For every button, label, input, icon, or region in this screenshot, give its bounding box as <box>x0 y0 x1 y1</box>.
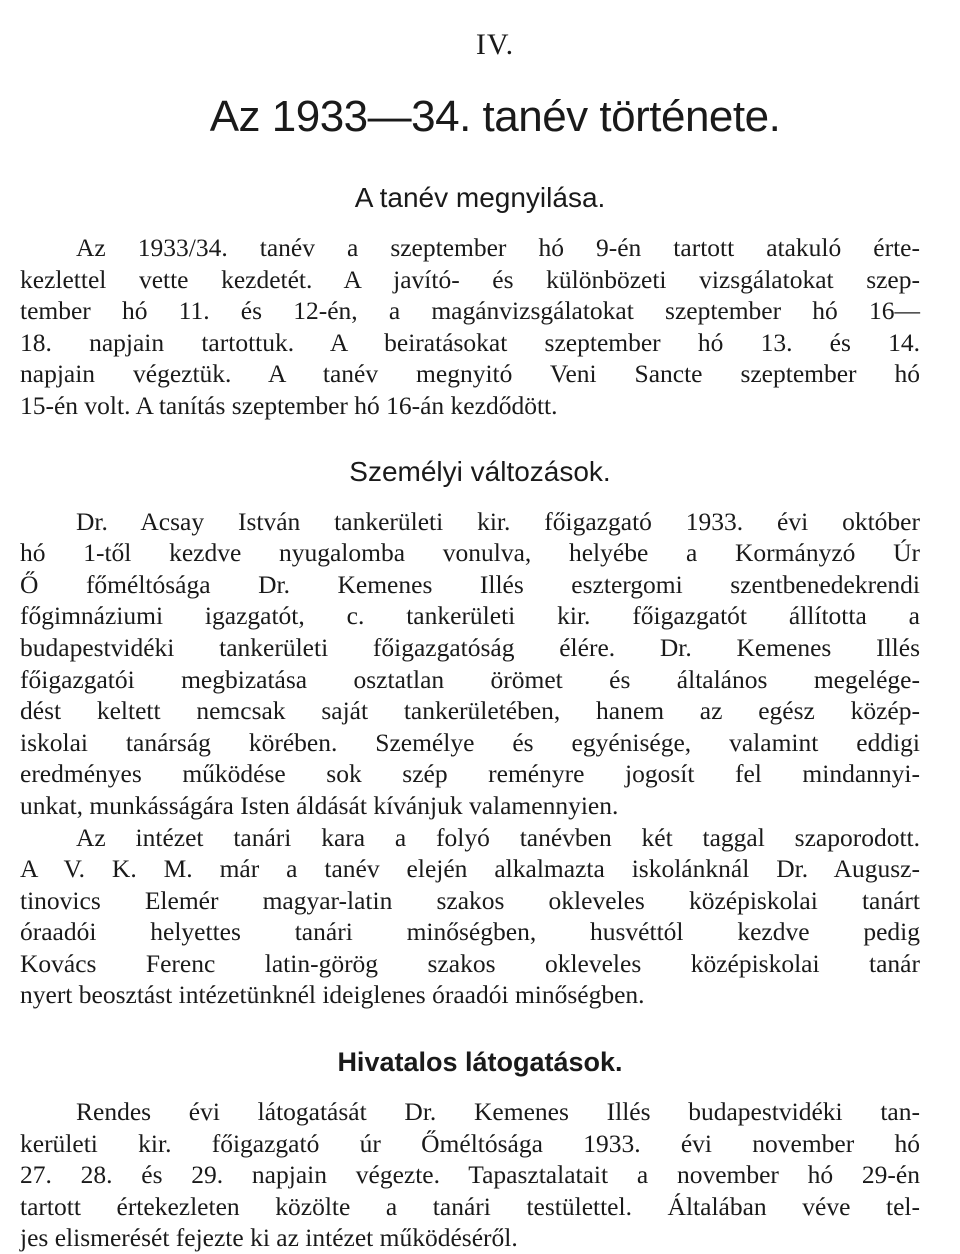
text-line: Kovács Ferenc latin-görög szakos okleveles középiskolai tanár <box>20 948 920 978</box>
text-line: budapestvidéki tankerületi főigazgatóság élére. Dr. Kemenes Illés <box>20 632 920 662</box>
text-line: iskolai tanárság körében. Személye és egyénisége, valamint eddigi <box>20 727 920 757</box>
text-line: 27. 28. és 29. napjain végezte. Tapasztalatait a november hó 29-én <box>20 1160 920 1190</box>
text-line: tartott értekezleten közölte a tanári testülettel. Általában véve tel- <box>20 1191 920 1221</box>
section-heading-visits: Hivatalos látogatások. <box>337 1047 623 1078</box>
text-line: A V. K. M. már a tanév elején alkalmazta iskolánknál Dr. Augusz- <box>20 854 920 884</box>
text-line: Az 1933/34. tanév a szeptember hó 9-én tartott atakuló érte- <box>76 233 920 262</box>
text-line: 18. napjain tartottuk. A beiratásokat szeptember hó 13. és 14. <box>20 327 920 357</box>
text-line: eredményes működése sok szép reményre jogosít fel mindannyi- <box>20 759 920 789</box>
text-line: Rendes évi látogatását Dr. Kemenes Illés budapestvidéki tan- <box>76 1097 920 1127</box>
section-heading-opening: A tanév megnyilása. <box>354 182 606 213</box>
text-line: óraadói helyettes tanári minőségben, husvéttól kezdve pedig <box>20 917 920 947</box>
text-line: nyert beosztást intézetünknél ideiglenes óraadói minőségben. <box>20 980 645 1010</box>
text-line: tember hó 11. és 12-én, a magánvizsgálatokat szeptember hó 16— <box>20 296 920 326</box>
text-line: unkat, munkásságára Isten áldását kívánjuk valamennyien. <box>20 790 619 820</box>
text-line: hó 1-től kezdve nyugalomba vonulva, helyébe a Kormányzó Úr <box>20 538 920 568</box>
text-line: napjain végeztük. A tanév megnyitó Veni Sancte szeptember hó <box>20 359 920 389</box>
chapter-number: IV. <box>475 28 515 61</box>
text-line: Dr. Acsay István tankerületi kir. főigazgató 1933. évi október <box>76 506 920 536</box>
text-line: 15-én volt. A tanítás szeptember hó 16-án kezdődött. <box>20 390 558 420</box>
text-line: főigazgatói megbizatása osztatlan örömet és általános megelége- <box>20 664 920 694</box>
text-line: főgimnáziumi igazgatót, c. tankerületi kir. főigazgatót állította a <box>20 601 920 631</box>
section-body-visits <box>20 1096 920 1254</box>
text-line: tinovics Elemér magyar-latin szakos okleveles középiskolai tanárt <box>20 885 920 915</box>
text-line: kerületi kir. főigazgató úr Őméltósága 1933. évi november hó <box>20 1128 920 1158</box>
text-line: Ő főméltósága Dr. Kemenes Illés esztergomi szentbenedekrendi <box>20 569 920 599</box>
section-body-personnel <box>20 506 920 1012</box>
page-title: Az 1933—34. tanév története. <box>209 92 781 141</box>
section-body-opening <box>20 232 920 422</box>
text-line: Az intézet tanári kara a folyó tanévben két taggal szaporodott. <box>76 822 920 852</box>
document-page <box>20 28 920 1254</box>
text-line: jes elismerését fejezte ki az intézet működéséről. <box>20 1223 518 1253</box>
section-heading-personnel: Személyi változások. <box>349 455 611 487</box>
text-line: kezlettel vette kezdetét. A javító- és különbözeti vizsgálatokat szep- <box>20 264 920 294</box>
text-line: dést keltett nemcsak saját tankerületében, hanem az egész közép- <box>20 696 920 726</box>
